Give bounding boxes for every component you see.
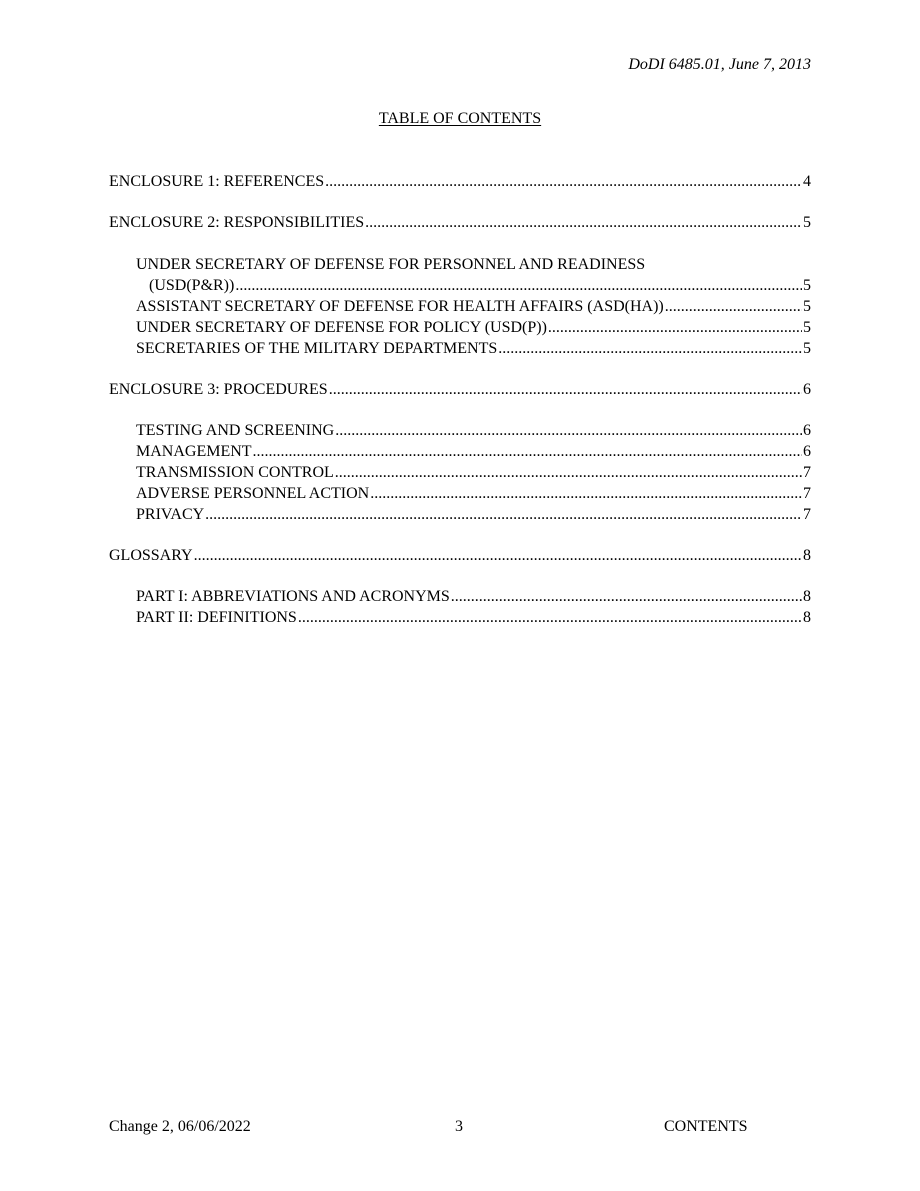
toc-leader-dots: [329, 379, 802, 400]
footer-page-number: 3: [455, 1118, 463, 1135]
toc-entry-page: 4: [803, 173, 811, 190]
toc-entry-text: TESTING AND SCREENING: [136, 422, 335, 439]
toc-entry-enclosure-2[interactable]: [109, 212, 811, 233]
toc-leader-dots: [548, 317, 802, 338]
toc-entry-usd-p[interactable]: [136, 317, 811, 338]
toc-entry-page: 5: [803, 214, 811, 231]
toc-entry-page: 7: [803, 485, 811, 502]
toc-entry-enclosure-3[interactable]: [109, 379, 811, 400]
toc-entry-text: ASSISTANT SECRETARY OF DEFENSE FOR HEALTH AFFAIRS (ASD(HA)): [136, 298, 664, 315]
toc-entry-text: ADVERSE PERSONNEL ACTION: [136, 485, 370, 502]
page-header-doc-id: DoDI 6485.01, June 7, 2013: [628, 56, 811, 73]
toc-leader-dots: [335, 462, 802, 483]
toc-entry-page: 7: [803, 506, 811, 523]
toc-entry-text: ENCLOSURE 1: REFERENCES: [109, 173, 325, 190]
toc-entry-privacy[interactable]: [136, 504, 811, 525]
toc-entry-text: PART II: DEFINITIONS: [136, 609, 297, 626]
toc-entry-testing[interactable]: [136, 420, 811, 441]
toc-entry-management[interactable]: [136, 441, 811, 462]
toc-entry-page: 5: [803, 319, 811, 336]
toc-entry-text: PART I: ABBREVIATIONS AND ACRONYMS: [136, 588, 450, 605]
toc-entry-page: 6: [803, 443, 811, 460]
toc-entry-glossary[interactable]: [109, 545, 811, 566]
toc-entry-text: GLOSSARY: [109, 547, 193, 564]
toc-leader-dots: [325, 171, 802, 192]
toc-leader-dots: [370, 483, 802, 504]
toc-leader-dots: [498, 338, 802, 359]
toc-entry-adverse[interactable]: [136, 483, 811, 504]
footer-change-date: Change 2, 06/06/2022: [109, 1118, 251, 1135]
toc-entry-asd-ha[interactable]: [136, 296, 811, 317]
toc-entry-part-2[interactable]: [136, 607, 811, 628]
toc-leader-dots: [665, 296, 802, 317]
toc-leader-dots: [194, 545, 802, 566]
toc-entry-part-1[interactable]: [136, 586, 811, 607]
toc-entry-page: 8: [803, 609, 811, 626]
toc-leader-dots: [335, 420, 802, 441]
toc-entry-text: MANAGEMENT: [136, 443, 252, 460]
toc-entry-text: ENCLOSURE 2: RESPONSIBILITIES: [109, 214, 365, 231]
toc-entry-usd-pr-line1[interactable]: UNDER SECRETARY OF DEFENSE FOR PERSONNEL AND READINESS: [136, 256, 646, 273]
toc-entry-page: 8: [803, 588, 811, 605]
toc-entry-text: PRIVACY: [136, 506, 205, 523]
toc-entry-page: 7: [803, 464, 811, 481]
toc-title: [0, 110, 920, 128]
toc-entry-page: 5: [803, 298, 811, 315]
footer-section-name: CONTENTS: [664, 1118, 748, 1135]
toc-entry-text: UNDER SECRETARY OF DEFENSE FOR POLICY (USD(P)): [136, 319, 547, 336]
toc-leader-dots: [205, 504, 802, 525]
toc-entry-transmission[interactable]: [136, 462, 811, 483]
toc-entry-text: SECRETARIES OF THE MILITARY DEPARTMENTS: [136, 340, 498, 357]
toc-entry-enclosure-1[interactable]: [109, 171, 811, 192]
toc-entry-text: (USD(P&R)): [149, 277, 235, 294]
toc-leader-dots: [451, 586, 802, 607]
toc-entry-text: ENCLOSURE 3: PROCEDURES: [109, 381, 328, 398]
toc-title-text: TABLE OF CONTENTS: [378, 110, 542, 127]
toc-leader-dots: [235, 275, 802, 296]
toc-entry-page: 5: [803, 340, 811, 357]
toc-entry-secretaries[interactable]: [136, 338, 811, 359]
toc-entry-page: 8: [803, 547, 811, 564]
toc-leader-dots: [365, 212, 802, 233]
toc-leader-dots: [298, 607, 802, 628]
toc-entry-page: 5: [803, 277, 811, 294]
toc-entry-text: TRANSMISSION CONTROL: [136, 464, 334, 481]
toc-entry-page: 6: [803, 422, 811, 439]
toc-entry-usd-pr[interactable]: [149, 275, 811, 296]
toc-entry-page: 6: [803, 381, 811, 398]
toc-leader-dots: [253, 441, 802, 462]
